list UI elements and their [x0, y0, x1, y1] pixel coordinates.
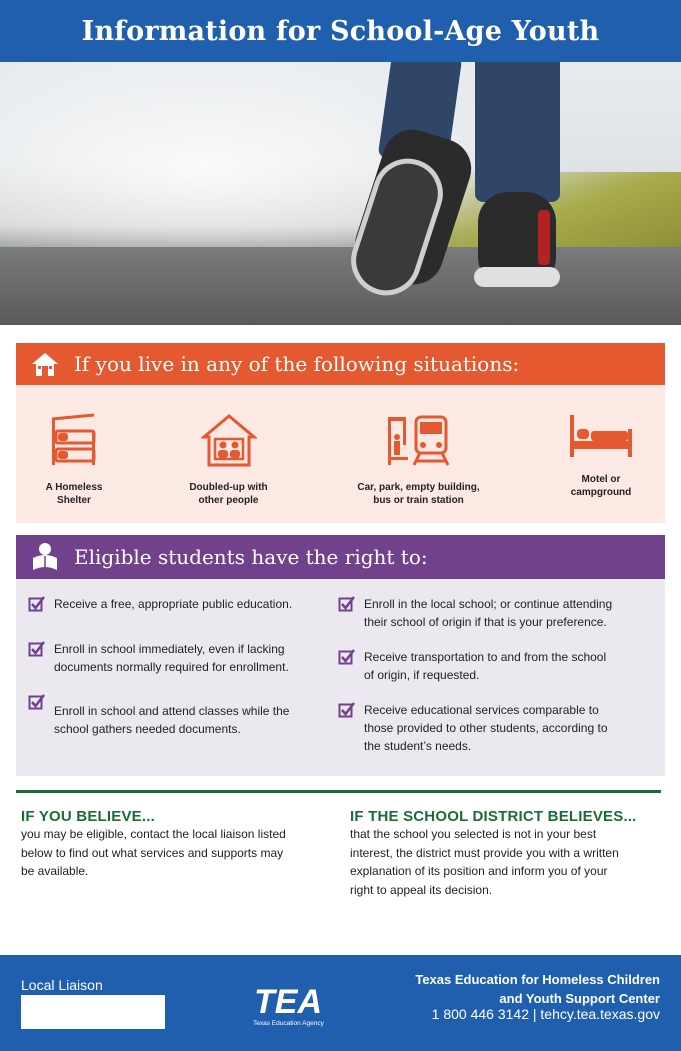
rights-heading-bar: [16, 535, 665, 579]
tea-logo: [250, 979, 340, 1029]
contact-info[interactable]: 1 800 446 3142 | tehcy.tea.texas.gov: [431, 1006, 660, 1022]
if-you-believe-heading: IF YOU BELIEVE...: [21, 808, 155, 825]
if-you-believe-section: [21, 808, 331, 881]
right-item: Receive educational services comparable to those provided to other students, according to the student’s needs.: [338, 701, 608, 755]
support-center-name: Texas Education for Homeless Children and Youth Support Center: [415, 972, 660, 1006]
situation-shelter: A Homeless Shelter: [24, 413, 124, 507]
right-item: Receive transportation to and from the school of origin, if requested.: [338, 648, 606, 684]
situation-doubled-up: Doubled-up with other people: [176, 413, 281, 507]
if-you-believe-text: you may be eligible, contact the local liaison listed below to find out what services and supports may be available.: [21, 827, 286, 878]
situations-heading-bar: [16, 343, 665, 385]
if-district-believes-text: that the school you selected is not in your best interest, the district must provide you with a written explanation of its position and inform you of your right to appeal its decision.: [350, 827, 619, 897]
checkbox-icon: [338, 701, 356, 719]
page-title: Information for School-Age Youth: [81, 15, 600, 47]
right-item: Enroll in school immediately, even if lacking documents normally required for enrollment.: [28, 640, 289, 676]
situations-panel: [16, 385, 665, 523]
hero-photo: [0, 62, 681, 325]
if-district-believes-heading: IF THE SCHOOL DISTRICT BELIEVES...: [350, 808, 637, 825]
checkbox-icon: [28, 693, 46, 711]
footer: [0, 955, 681, 1051]
local-liaison-field[interactable]: [21, 995, 165, 1029]
right-item: Receive a free, appropriate public education.: [28, 595, 292, 613]
situations-heading: If you live in any of the following situations:: [74, 352, 520, 376]
local-liaison-label: Local Liaison: [21, 977, 103, 993]
svg-text:TEA: TEA: [254, 983, 322, 1021]
right-item: Enroll in the local school; or continue attending their school of origin if that is your preference.: [338, 595, 612, 631]
checkbox-icon: [28, 595, 46, 613]
rights-heading: Eligible students have the right to:: [74, 545, 428, 569]
bed-icon: [551, 413, 651, 471]
house-people-icon: [176, 413, 281, 471]
bunk-bed-icon: [24, 413, 124, 471]
student-reading-icon: [30, 542, 60, 572]
rights-panel: [16, 579, 665, 776]
checkbox-icon: [338, 648, 356, 666]
svg-text:Texas Education Agency: Texas Education Agency: [253, 1020, 324, 1027]
right-item: Enroll in school and attend classes while the school gathers needed documents.: [28, 693, 289, 738]
if-district-believes-section: [350, 808, 665, 899]
checkbox-icon: [28, 640, 46, 658]
checkbox-icon: [338, 595, 356, 613]
section-divider: [16, 790, 661, 793]
situation-station: Car, park, empty building, bus or train station: [346, 413, 491, 507]
train-station-icon: [346, 413, 491, 471]
page-header: [0, 0, 681, 62]
house-icon: [30, 349, 60, 379]
situation-motel: Motel or campground: [551, 413, 651, 499]
